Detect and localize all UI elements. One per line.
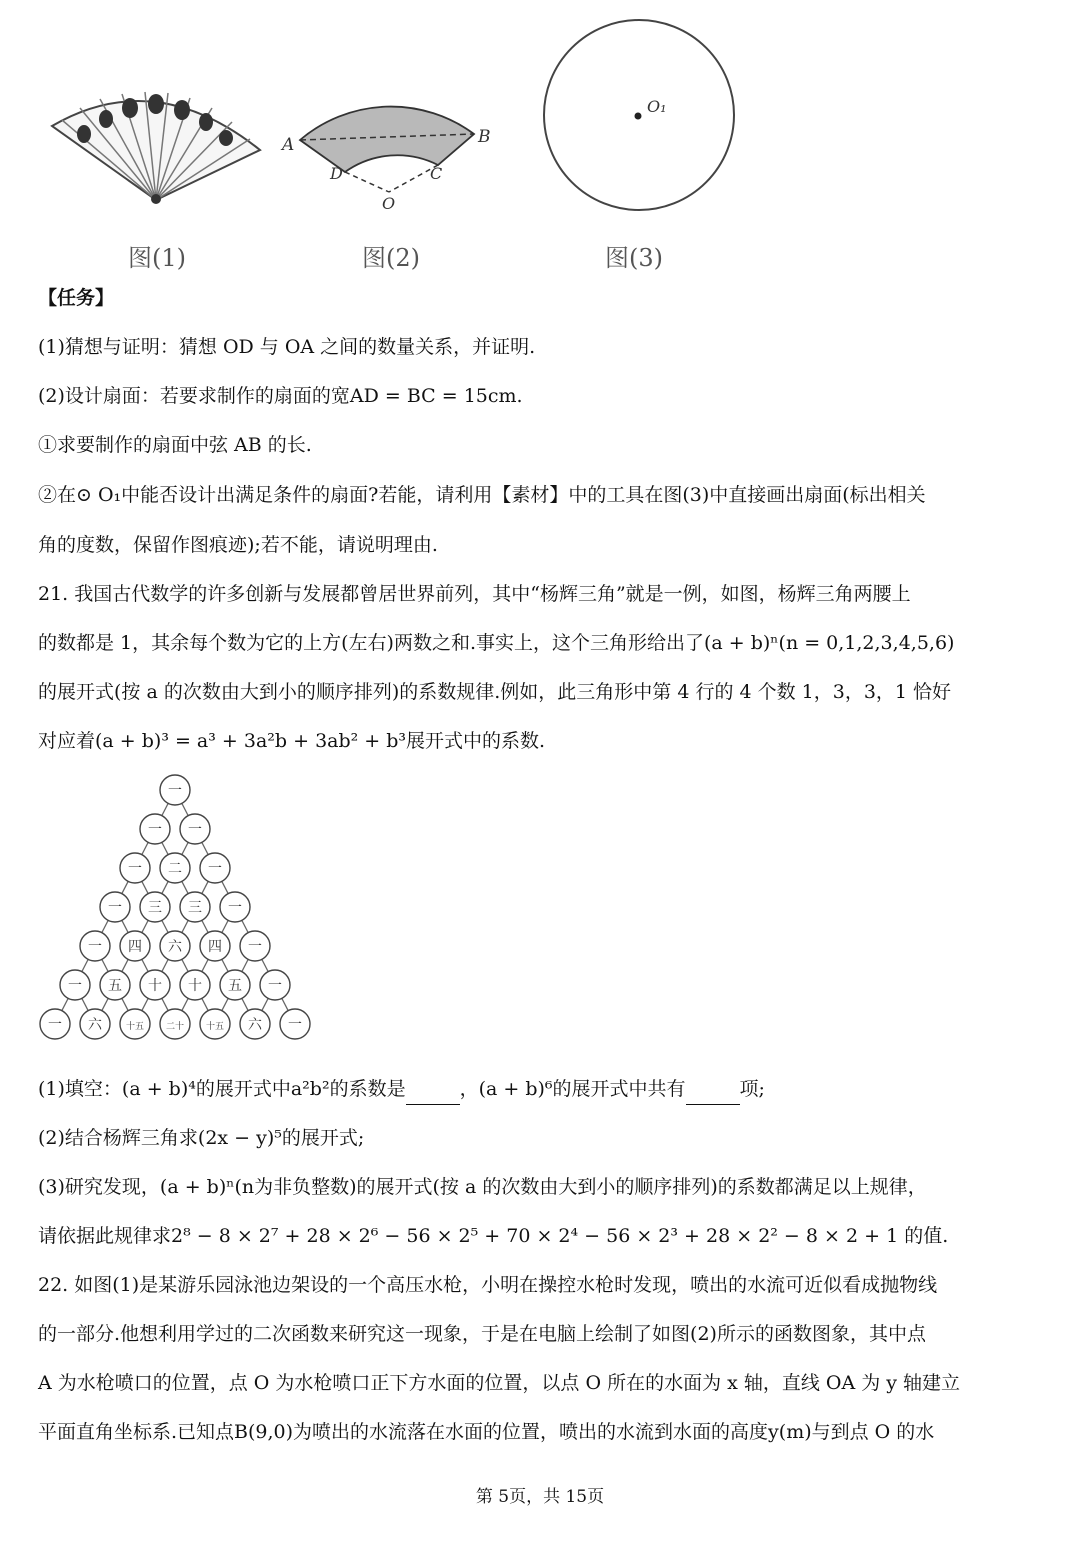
label-c: C [430, 164, 443, 183]
triangle-node-label: 五 [108, 978, 122, 994]
triangle-node-label: 五 [228, 978, 242, 994]
q21-part3-line2: 请依据此规律求2⁸ − 8 × 2⁷ + 28 × 2⁶ − 56 × 2⁵ + 70 × 2⁴ − 56 × 2³ + 28 × 2² − 8 × 2 + 1 的值. [38, 1225, 949, 1247]
page-footer: 第 5页，共 15页 [475, 1487, 605, 1507]
q22-line2: 的一部分.他想利用学过的二次函数来研究这一现象，于是在电脑上绘制了如图(2)所示的函数图象，其中点 [38, 1323, 926, 1345]
q22-line4: 平面直角坐标系.已知点B(9,0)为喷出的水流落在水面的位置，喷出的水流到水面的高度y(m)与到点 O 的水 [38, 1421, 935, 1443]
triangle-node-label: 一 [188, 822, 202, 838]
triangle-node-label: 三 [148, 900, 162, 916]
triangle-node-label: 一 [68, 978, 82, 994]
q21-line4: 对应着(a + b)³ = a³ + 3a²b + 3ab² + b³展开式中的系数. [38, 730, 546, 752]
triangle-node-label: 一 [128, 861, 142, 877]
triangle-node-label: 一 [248, 939, 262, 955]
triangle-node-label: 六 [248, 1017, 262, 1033]
triangle-node-label: 一 [288, 1017, 302, 1033]
task-q2a: ①求要制作的扇面中弦 AB 的长. [38, 434, 312, 456]
q21-part1 [38, 1074, 1068, 1105]
triangle-node-label: 十 [188, 978, 202, 994]
triangle-node-label: 一 [208, 861, 222, 877]
label-d: D [330, 164, 343, 183]
q21-blank-2[interactable] [686, 1074, 740, 1105]
triangle-node-label: 一 [88, 939, 102, 955]
label-a: A [282, 135, 295, 155]
q22-line1: 22. 如图(1)是某游乐园泳池边架设的一个高压水枪，小明在操控水枪时发现，喷出的水流可近似看成抛物线 [38, 1274, 938, 1296]
q21-part1-text-c: 项; [739, 1078, 765, 1100]
triangle-node-label: 四 [208, 939, 222, 955]
triangle-node-label: 四 [128, 939, 142, 955]
task-q2b-line1: ②在⊙ O₁中能否设计出满足条件的扇面?若能，请利用【素材】中的工具在图(3)中直接画出扇面(标出相关 [38, 484, 926, 506]
circle-o1-figure [540, 10, 740, 220]
triangle-node-label: 六 [88, 1017, 102, 1033]
triangle-node-label: 六 [168, 939, 182, 955]
triangle-node-label: 一 [148, 822, 162, 838]
triangle-node-label: 一 [228, 900, 242, 916]
figure-2-caption: 图(2) [362, 244, 420, 272]
q21-line1: 21. 我国古代数学的许多创新与发展都曾居世界前列，其中“杨辉三角”就是一例，如图，杨辉三角两腰上 [38, 583, 911, 605]
q21-line2: 的数都是 1，其余每个数为它的上方(左右)两数之和.事实上，这个三角形给出了(a + b)ⁿ(n = 0,1,2,3,4,5,6) [38, 632, 955, 654]
yang-hui-triangle [36, 772, 322, 1046]
triangle-node-label: 一 [168, 783, 182, 799]
q21-part2: (2)结合杨辉三角求(2x − y)⁵的展开式; [38, 1127, 365, 1149]
triangle-node-label: 十五 [125, 1022, 145, 1032]
label-o1: O₁ [647, 97, 667, 116]
triangle-node-label: 一 [108, 900, 122, 916]
triangle-node-label: 一 [268, 978, 282, 994]
fan-figure [40, 84, 270, 209]
figure-1-caption: 图(1) [128, 244, 186, 272]
triangle-node-label: 二 [168, 861, 182, 877]
q21-part1-text-a: (1)填空：(a + b)⁴的展开式中a²b²的系数是 [38, 1078, 406, 1100]
task-q1: (1)猜想与证明：猜想 OD 与 OA 之间的数量关系，并证明. [38, 336, 536, 358]
fan-face-diagram [278, 66, 503, 216]
triangle-node-label: 三 [188, 900, 202, 916]
label-o: O [382, 194, 396, 213]
q21-line3: 的展开式(按 a 的次数由大到小的顺序排列)的系数规律.例如，此三角形中第 4 行的 4 个数 1，3，3，1 恰好 [38, 681, 952, 703]
q21-part3-line1: (3)研究发现，(a + b)ⁿ(n为非负整数)的展开式(按 a 的次数由大到小的顺序排列)的系数都满足以上规律， [38, 1176, 927, 1198]
q21-part1-text-b: ，(a + b)⁶的展开式中共有 [459, 1078, 686, 1100]
task-q2: (2)设计扇面：若要求制作的扇面的宽AD = BC = 15cm. [38, 385, 523, 407]
triangle-node-label: 十五 [205, 1022, 225, 1032]
task-q2b-line2: 角的度数，保留作图痕迹);若不能，请说明理由. [38, 534, 438, 556]
label-b: B [478, 127, 491, 147]
figure-3-caption: 图(3) [605, 244, 663, 272]
triangle-node-label: 一 [48, 1017, 62, 1033]
triangle-node-label: 十 [148, 978, 162, 994]
triangle-node-label: 二十 [165, 1022, 185, 1032]
q21-blank-1[interactable] [406, 1074, 460, 1105]
q22-line3: A 为水枪喷口的位置，点 O 为水枪喷口正下方水面的位置，以点 O 所在的水面为 x 轴，直线 OA 为 y 轴建立 [38, 1372, 961, 1394]
task-heading: 【任务】 [38, 287, 115, 309]
